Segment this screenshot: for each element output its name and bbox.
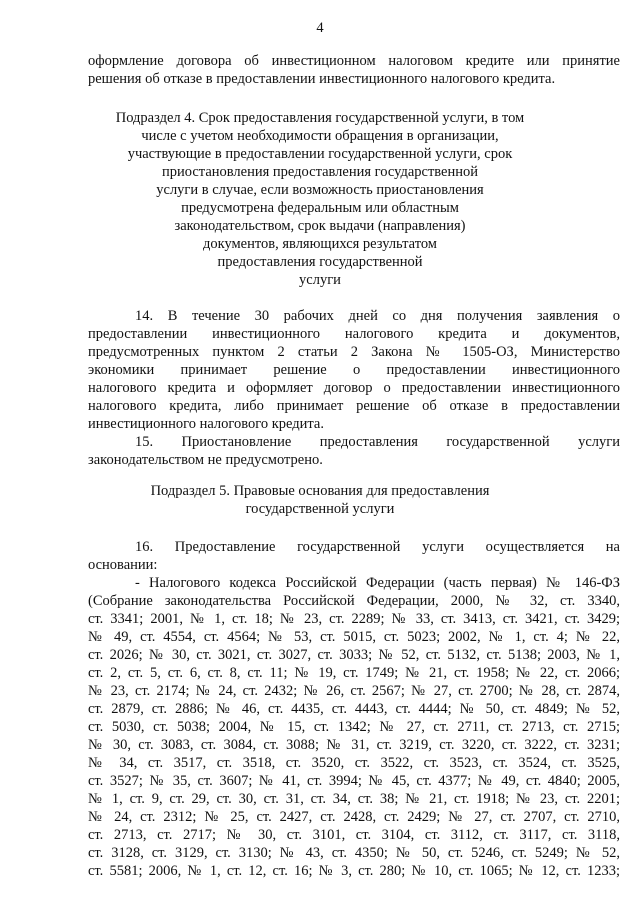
subsection-4-heading-line: документов, являющихся результатом — [202, 236, 437, 252]
subsection-4-heading-line: приостановления предоставления государственной — [161, 164, 479, 180]
paragraph-16-line: № 34, ст. 3517, ст. 3518, ст. 3520, ст. 3522, ст. 3523, ст. 3524, ст. 3525, — [88, 755, 620, 771]
subsection-5-heading-line: государственной услуги — [245, 501, 395, 517]
paragraph-16-line: № 24, ст. 2312; № 25, ст. 2427, ст. 2428, ст. 2429; № 27, ст. 2707, ст. 2710, — [88, 809, 620, 825]
paragraph-16-line: 16. Предоставление государственной услуги осуществляется на — [135, 539, 620, 555]
paragraph-16-line: - Налогового кодекса Российской Федерации (часть первая) № 146-ФЗ — [135, 575, 620, 591]
paragraph-14-line: предусмотренных пунктом 2 статьи 2 Закона № 1505-ОЗ, Министерство — [88, 344, 620, 360]
paragraph-15-line: законодательством не предусмотрено. — [88, 452, 323, 468]
subsection-4-heading-line: услуги в случае, если возможность приостановления — [156, 182, 484, 198]
paragraph-16-line: № 30, ст. 3083, ст. 3084, ст. 3088; № 31, ст. 3219, ст. 3220, ст. 3222, ст. 3231; — [88, 737, 620, 753]
paragraph-14-line: 14. В течение 30 рабочих дней со дня получения заявления о — [135, 308, 620, 324]
paragraph-16-line: основании: — [88, 557, 158, 573]
paragraph-14-line: экономики принимает решение о предоставлении инвестиционного — [88, 362, 620, 378]
paragraph-15-line: 15. Приостановление предоставления государственной услуги — [135, 434, 620, 450]
paragraph-16-line: ст. 2026; № 30, ст. 3021, ст. 3027, ст. 3033; № 52, ст. 5132, ст. 5138; 2003, № 1, — [88, 647, 620, 663]
subsection-4-heading-line: услуги — [299, 272, 341, 288]
paragraph-14-line: предоставлении инвестиционного налогового кредита и документов, — [88, 326, 620, 342]
subsection-4-heading-line: участвующие в предоставлении государственной услуги, срок — [127, 146, 513, 162]
paragraph-16-line: № 49, ст. 4554, ст. 4564; № 53, ст. 5015, ст. 5023; 2002, № 1, ст. 4; № 22, — [88, 629, 620, 645]
subsection-4-heading-line: законодательством, срок выдачи (направления) — [174, 218, 466, 234]
page-number: 4 — [316, 20, 324, 36]
paragraph-16-line: ст. 5581; 2006, № 1, ст. 12, ст. 16; № 3, ст. 280; № 10, ст. 1065; № 12, ст. 1233; — [88, 863, 620, 879]
intro-line: решения об отказе в предоставлении инвестиционного налогового кредита. — [88, 71, 556, 87]
paragraph-16-line: ст. 3128, ст. 3129, ст. 3130; № 43, ст. 4350; № 50, ст. 5246, ст. 5249; № 52, — [88, 845, 620, 861]
subsection-4-heading-line: предоставления государственной — [217, 254, 423, 270]
subsection-4-heading-line: Подраздел 4. Срок предоставления государственной услуги, в том — [115, 110, 525, 126]
paragraph-14-line: инвестиционного налогового кредита. — [88, 416, 324, 432]
paragraph-14-line: налогового кредита и оформляет договор о предоставлении инвестиционного — [88, 380, 620, 396]
subsection-4-heading-line: предусмотрена федеральным или областным — [181, 200, 459, 216]
paragraph-16-line: (Собрание законодательства Российской Федерации, 2000, № 32, ст. 3340, — [88, 593, 620, 609]
paragraph-16-line: ст. 3527; № 35, ст. 3607; № 41, ст. 3994; № 45, ст. 4377; № 49, ст. 4840; 2005, — [88, 773, 620, 789]
paragraph-16-line: ст. 2713, ст. 2717; № 30, ст. 3101, ст. 3104, ст. 3112, ст. 3117, ст. 3118, — [88, 827, 620, 843]
paragraph-16-line: ст. 3341; 2001, № 1, ст. 18; № 23, ст. 2289; № 33, ст. 3413, ст. 3421, ст. 3429; — [88, 611, 620, 627]
paragraph-16-line: ст. 2879, ст. 2886; № 46, ст. 4435, ст. 4443, ст. 4444; № 50, ст. 4849; № 52, — [88, 701, 620, 717]
paragraph-16-line: № 23, ст. 2174; № 24, ст. 2432; № 26, ст. 2567; № 27, ст. 2700; № 28, ст. 2874, — [88, 683, 620, 699]
paragraph-16-line: № 1, ст. 9, ст. 29, ст. 30, ст. 31, ст. 34, ст. 38; № 21, ст. 1918; № 23, ст. 2201; — [88, 791, 620, 807]
paragraph-16-line: ст. 2, ст. 5, ст. 6, ст. 8, ст. 11; № 19, ст. 1749; № 21, ст. 1958; № 22, ст. 2066; — [88, 665, 620, 681]
intro-line: оформление договора об инвестиционном налоговом кредите или принятие — [88, 53, 620, 69]
subsection-5-heading-line: Подраздел 5. Правовые основания для предоставления — [150, 483, 490, 499]
subsection-4-heading-line: числе с учетом необходимости обращения в организации, — [141, 128, 499, 144]
paragraph-14-line: налогового кредита, либо принимает решение об отказе в предоставлении — [88, 398, 620, 414]
paragraph-16-line: ст. 5030, ст. 5038; 2004, № 15, ст. 1342; № 27, ст. 2711, ст. 2713, ст. 2715; — [88, 719, 620, 735]
